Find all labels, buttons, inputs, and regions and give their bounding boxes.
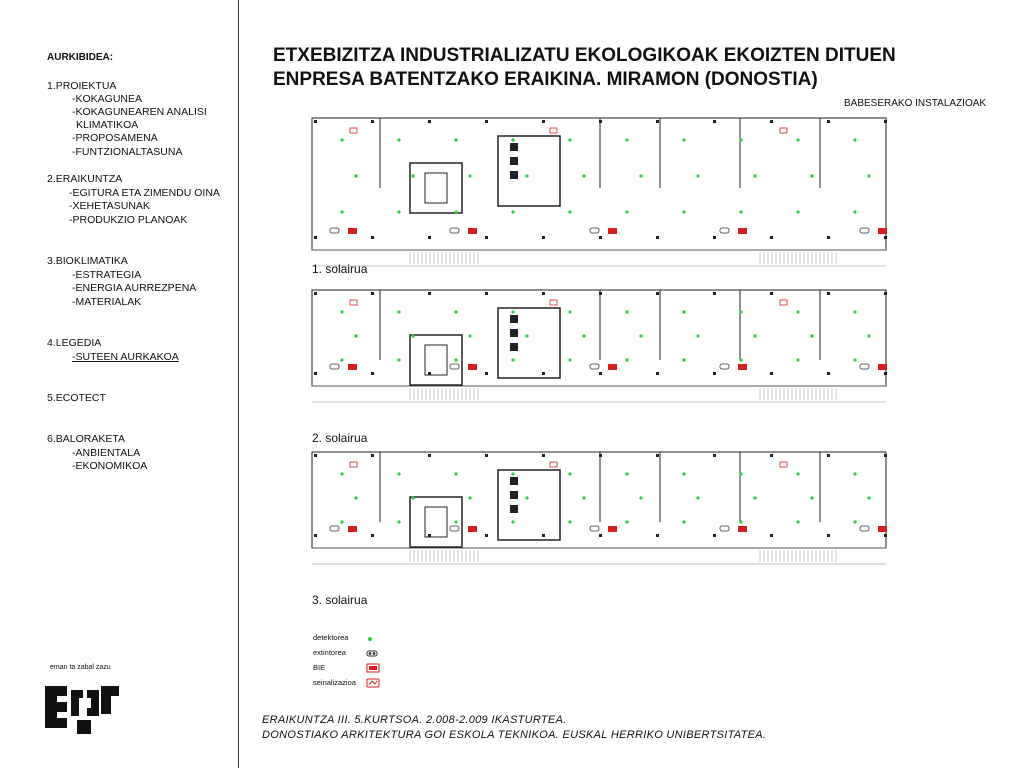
detector-dot [568, 310, 571, 313]
sign-mark [780, 462, 787, 467]
detector-dot [639, 174, 642, 177]
stair-core [410, 335, 462, 385]
detector-dot [739, 210, 742, 213]
detector-dot [411, 334, 414, 337]
extinguisher-mark [720, 228, 729, 233]
bie-mark [348, 228, 357, 234]
bie-mark [468, 526, 477, 532]
detector-dot [682, 310, 685, 313]
bie-mark [608, 364, 617, 370]
index-item-funtzionaltasuna[interactable]: -FUNTZIONALTASUNA [72, 146, 183, 158]
column-mark [371, 454, 374, 457]
detector-dot [454, 358, 457, 361]
extinguisher-mark [720, 526, 729, 531]
extinguisher-mark [720, 364, 729, 369]
legend-label: detektorea [313, 633, 349, 642]
detector-dot [397, 138, 400, 141]
index-item-kokagunea[interactable]: -KOKAGUNEA [72, 93, 143, 105]
detector-dot [682, 520, 685, 523]
extinguisher-mark [330, 526, 339, 531]
column-mark [656, 236, 659, 239]
detector-dot [525, 334, 528, 337]
detector-dot [682, 210, 685, 213]
detector-dot [853, 310, 856, 313]
column-mark [485, 372, 488, 375]
page-title [273, 44, 1013, 92]
bie-mark [468, 364, 477, 370]
detector-dot [568, 520, 571, 523]
bie-mark [608, 526, 617, 532]
detector-dot [511, 210, 514, 213]
detector-dot [796, 138, 799, 141]
index-section-proiektua[interactable]: 1.PROIEKTUA [47, 80, 117, 92]
lift-shaft [425, 345, 447, 375]
floor-outline [312, 290, 886, 386]
detector-dot [796, 210, 799, 213]
index-item-xehetasunak[interactable]: -XEHETASUNAK [69, 200, 150, 212]
floor-label-3: 3. solairua [312, 593, 368, 607]
column-mark [827, 120, 830, 123]
index-item-suteen-aurkakoa[interactable]: -SUTEEN AURKAKOA [72, 351, 179, 363]
bie-mark [608, 228, 617, 234]
detector-dot [810, 174, 813, 177]
detector-dot [853, 358, 856, 361]
column-mark [770, 292, 773, 295]
index-item-energia-aurrezpena[interactable]: -ENERGIA AURREZPENA [72, 282, 197, 294]
detector-dot [682, 358, 685, 361]
detector-dot [682, 472, 685, 475]
column-mark [770, 120, 773, 123]
extinguisher-mark [330, 228, 339, 233]
logo-caption: eman ta zabal zazu [50, 664, 111, 671]
detector-dot [796, 358, 799, 361]
floor-label-1: 1. solairua [312, 262, 368, 276]
column-mark [428, 120, 431, 123]
sign-mark [350, 300, 357, 305]
detector-dot [810, 334, 813, 337]
detector-dot [639, 496, 642, 499]
column-mark [827, 292, 830, 295]
sign-icon [366, 678, 380, 688]
column-mark [542, 120, 545, 123]
footer-line-2: DONOSTIAKO ARKITEKTURA GOI ESKOLA TEKNIKOA. EUSKAL HERRIKO UNIBERTSITATEA. [262, 729, 767, 741]
detector-dot [739, 520, 742, 523]
index-item-klimatikoa[interactable]: KLIMATIKOA [76, 119, 139, 131]
detector-dot [454, 472, 457, 475]
detector-dot [454, 310, 457, 313]
column-mark [884, 534, 887, 537]
column-mark [428, 236, 431, 239]
detector-dot [411, 174, 414, 177]
detector-dot [796, 520, 799, 523]
toilet-fixture [510, 343, 518, 351]
column-mark [485, 292, 488, 295]
column-mark [827, 236, 830, 239]
column-mark [314, 372, 317, 375]
sign-mark [550, 462, 557, 467]
footer-line-1: ERAIKUNTZA III. 5.KURTSOA. 2.008-2.009 IKASTURTEA. [262, 714, 567, 726]
column-mark [428, 454, 431, 457]
toilet-fixture [510, 329, 518, 337]
index-item-produkzio-planoak[interactable]: -PRODUKZIO PLANOAK [69, 214, 188, 226]
column-mark [371, 236, 374, 239]
detector-dot [454, 138, 457, 141]
index-section-legedia[interactable]: 4.LEGEDIA [47, 337, 102, 349]
stair-core [410, 163, 462, 213]
column-mark [428, 292, 431, 295]
column-mark [371, 534, 374, 537]
detector-dot [568, 210, 571, 213]
toilet-fixture [510, 143, 518, 151]
detector-dot [511, 472, 514, 475]
column-mark [314, 454, 317, 457]
column-mark [542, 292, 545, 295]
detector-dot [867, 496, 870, 499]
column-mark [314, 236, 317, 239]
extinguisher-mark [860, 364, 869, 369]
column-mark [656, 372, 659, 375]
detector-dot [796, 472, 799, 475]
detector-dot [468, 174, 471, 177]
detector-dot [397, 310, 400, 313]
bie-icon [366, 663, 380, 673]
column-mark [713, 372, 716, 375]
detector-dot [511, 520, 514, 523]
detector-dot [340, 210, 343, 213]
sidebar-divider [238, 0, 239, 768]
detector-dot [796, 310, 799, 313]
column-mark [542, 534, 545, 537]
lift-shaft [425, 507, 447, 537]
sign-mark [350, 128, 357, 133]
detector-dot [582, 174, 585, 177]
index-title: AURKIBIDEA: [47, 52, 114, 63]
title-line-1: ETXEBIZITZA INDUSTRIALIZATU EKOLOGIKOAK EKOIZTEN DITUEN [273, 45, 896, 66]
bie-mark [878, 526, 887, 532]
detector-dot [582, 334, 585, 337]
detector-dot [340, 138, 343, 141]
index-item-kokagunearen-analisi[interactable]: -KOKAGUNEAREN ANALISI [72, 106, 207, 118]
column-mark [770, 372, 773, 375]
column-mark [599, 236, 602, 239]
index-item-egitura[interactable]: -EGITURA ETA ZIMENDU OINA [69, 187, 220, 199]
toilet-fixture [510, 315, 518, 323]
detector-dot [454, 210, 457, 213]
detector-dot [753, 174, 756, 177]
column-mark [542, 236, 545, 239]
detector-dot [625, 210, 628, 213]
legend-label: BIE [313, 663, 326, 672]
column-mark [884, 236, 887, 239]
detector-dot [853, 520, 856, 523]
detector-dot [810, 496, 813, 499]
detector-dot [739, 138, 742, 141]
detector-dot [397, 472, 400, 475]
detector-dot [397, 520, 400, 523]
bie-mark [468, 228, 477, 234]
detector-dot [739, 472, 742, 475]
detector-dot [682, 138, 685, 141]
detector-dot [340, 472, 343, 475]
lift-shaft [425, 173, 447, 203]
extinguisher-mark [330, 364, 339, 369]
detector-dot [340, 310, 343, 313]
index-item-anbientala[interactable]: -ANBIENTALA [72, 447, 141, 459]
detector-dot [739, 358, 742, 361]
column-mark [827, 372, 830, 375]
index-section-balorakate[interactable]: 6.BALORAKETA [47, 433, 126, 445]
floor-plans-drawing [300, 108, 900, 598]
column-mark [542, 372, 545, 375]
bie-mark [738, 228, 747, 234]
detector-dot [625, 358, 628, 361]
university-logo [43, 664, 123, 736]
column-mark [713, 534, 716, 537]
extinguisher-mark [590, 526, 599, 531]
detector-dot [525, 496, 528, 499]
page-subtitle: BABESERAKO INSTALAZIOAK [844, 98, 987, 109]
column-mark [314, 534, 317, 537]
column-mark [827, 454, 830, 457]
toilet-fixture [510, 157, 518, 165]
column-mark [713, 236, 716, 239]
toilet-fixture [510, 491, 518, 499]
extinguisher-mark [450, 526, 459, 531]
detector-dot [468, 496, 471, 499]
detector-dot [582, 496, 585, 499]
toilet-fixture [510, 171, 518, 179]
extinguisher-mark [860, 526, 869, 531]
bie-mark [348, 526, 357, 532]
column-mark [371, 120, 374, 123]
toilet-core [498, 470, 560, 540]
sign-mark [550, 300, 557, 305]
detector-dot [639, 334, 642, 337]
index-item-materialak[interactable]: -MATERIALAK [72, 296, 142, 308]
column-mark [770, 236, 773, 239]
detector-dot [454, 520, 457, 523]
detector-dot [753, 496, 756, 499]
column-mark [827, 534, 830, 537]
detector-dot [625, 520, 628, 523]
detector-dot [696, 174, 699, 177]
column-mark [656, 120, 659, 123]
detector-dot [397, 210, 400, 213]
column-mark [713, 120, 716, 123]
detector-dot [625, 310, 628, 313]
detector-dot [867, 334, 870, 337]
column-mark [371, 372, 374, 375]
column-mark [371, 292, 374, 295]
detector-dot [853, 472, 856, 475]
column-mark [884, 292, 887, 295]
extinguisher-mark [860, 228, 869, 233]
toilet-core [498, 136, 560, 206]
bie-mark [738, 526, 747, 532]
footer [262, 713, 766, 743]
detector-dot [696, 334, 699, 337]
column-mark [599, 534, 602, 537]
detector-dot [568, 138, 571, 141]
sign-mark [780, 128, 787, 133]
detector-dot [354, 334, 357, 337]
index-item-estrategia[interactable]: -ESTRATEGIA [72, 269, 142, 281]
sign-mark [350, 462, 357, 467]
column-mark [314, 120, 317, 123]
detector-dot [739, 310, 742, 313]
detector-dot [696, 496, 699, 499]
detector-dot [853, 210, 856, 213]
detector-dot [354, 496, 357, 499]
index-section-eraikuntza[interactable]: 2.ERAIKUNTZA [47, 173, 123, 185]
legend-label: extintorea [313, 648, 346, 657]
column-mark [656, 292, 659, 295]
detector-dot [511, 358, 514, 361]
detector-icon [366, 635, 374, 643]
title-line-2: ENPRESA BATENTZAKO ERAIKINA. MIRAMON (DONOSTIA) [273, 69, 818, 90]
extinguisher-mark [450, 228, 459, 233]
index-section-ecotect[interactable]: 5.ECOTECT [47, 392, 106, 404]
detector-dot [340, 520, 343, 523]
sign-mark [550, 128, 557, 133]
column-mark [314, 292, 317, 295]
column-mark [713, 454, 716, 457]
column-mark [485, 236, 488, 239]
detector-dot [568, 358, 571, 361]
column-mark [713, 292, 716, 295]
detector-dot [468, 334, 471, 337]
column-mark [656, 534, 659, 537]
column-mark [485, 120, 488, 123]
legend-item-extintorea [313, 648, 346, 657]
column-mark [656, 454, 659, 457]
bie-mark [738, 364, 747, 370]
detector-dot [511, 310, 514, 313]
detector-dot [511, 138, 514, 141]
detector-dot [568, 472, 571, 475]
sidebar-index [0, 0, 238, 768]
column-mark [770, 454, 773, 457]
column-mark [884, 120, 887, 123]
legend-item-seinalizazioa [313, 678, 356, 687]
detector-dot [625, 472, 628, 475]
toilet-core [498, 308, 560, 378]
stair-core [410, 497, 462, 547]
legend-label: seinalizazioa [313, 678, 356, 687]
bie-mark [348, 364, 357, 370]
column-mark [884, 372, 887, 375]
detector-dot [354, 174, 357, 177]
floor-label-2: 2. solairua [312, 431, 368, 445]
extinguisher-mark [590, 228, 599, 233]
column-mark [884, 454, 887, 457]
toilet-fixture [510, 505, 518, 513]
column-mark [599, 372, 602, 375]
detector-dot [867, 174, 870, 177]
detector-dot [753, 334, 756, 337]
detector-dot [411, 496, 414, 499]
index-section-bioklimatika[interactable]: 3.BIOKLIMATIKA [47, 255, 128, 267]
column-mark [770, 534, 773, 537]
legend-item-detektorea [313, 633, 348, 642]
detector-dot [340, 358, 343, 361]
detector-dot [525, 174, 528, 177]
detector-dot [853, 138, 856, 141]
index-item-ekonomikoa[interactable]: -EKONOMIKOA [72, 460, 148, 472]
bie-mark [878, 364, 887, 370]
sign-mark [780, 300, 787, 305]
detector-dot [397, 358, 400, 361]
floor-outline [312, 452, 886, 548]
extinguisher-icon [366, 649, 380, 658]
toilet-fixture [510, 477, 518, 485]
column-mark [485, 534, 488, 537]
detector-dot [625, 138, 628, 141]
column-mark [542, 454, 545, 457]
bie-mark [878, 228, 887, 234]
legend-item-bie [313, 663, 325, 672]
extinguisher-mark [450, 364, 459, 369]
index-item-proposamena[interactable]: -PROPOSAMENA [72, 132, 158, 144]
column-mark [485, 454, 488, 457]
extinguisher-mark [590, 364, 599, 369]
